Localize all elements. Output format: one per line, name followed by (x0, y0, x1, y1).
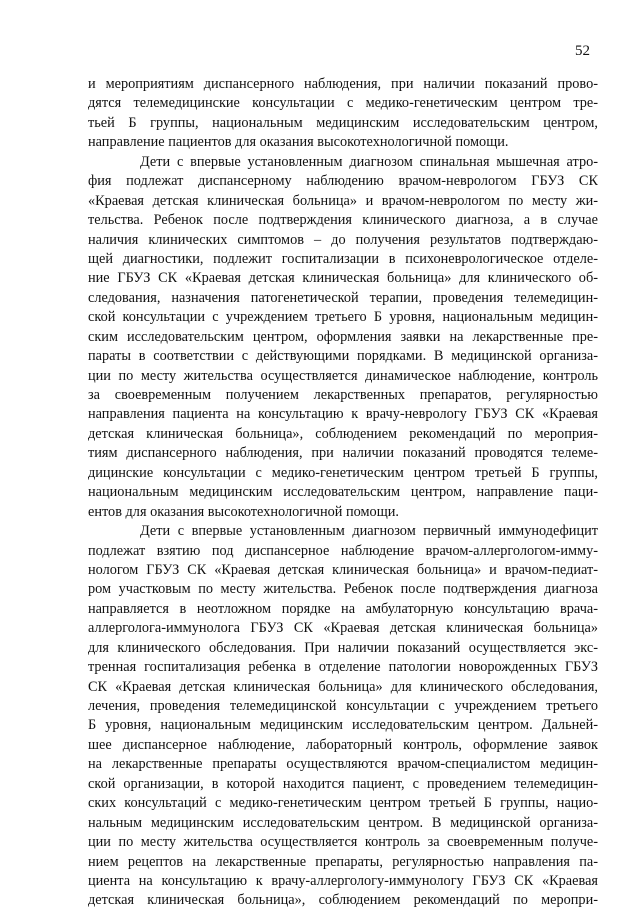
text-line: следования, назначения патогенетической терапии, проведения телемедицин- (88, 289, 598, 306)
text-line: ским исследовательским центром, оформления заявки на лекарственные пре- (88, 328, 598, 345)
text-line: нологом ГБУЗ СК «Краевая детская клиническая больница» и врачом-педиат- (88, 561, 598, 578)
text-line: ции по месту жительства осуществляется динамическое наблюдение, контроль (88, 367, 598, 384)
text-line: ских консультаций с медико-генетическим центром третьей Б группы, нацио- (88, 795, 598, 812)
text-line: ентов для оказания высокотехнологичной помощи. (88, 503, 399, 520)
text-line: национальным медицинским исследовательским центром, направление паци- (88, 484, 598, 501)
text-line: шее диспансерное наблюдение, лабораторный контроль, оформление заявок (88, 736, 598, 753)
text-line: ской консультации с учреждением третьего Б уровня, национальным медицин- (88, 309, 598, 326)
text-line: ром участковым по месту жительства. Ребенок после подтверждения диагноза (88, 581, 598, 598)
text-line: наличия клинических симптомов – до получения результатов подтверждаю- (88, 231, 598, 248)
text-line: на лекарственные препараты осуществляются врачом-специалистом медицин- (88, 756, 598, 773)
text-line: фия подлежат диспансерному наблюдению врачом-неврологом ГБУЗ СК (88, 173, 598, 190)
text-line: Дети с впервые установленным диагнозом первичный иммунодефицит (140, 523, 598, 540)
text-line: подлежат взятию под диспансерное наблюдение врачом-аллергологом-имму- (88, 542, 598, 559)
text-line: направление пациентов для оказания высокотехнологичной помощи. (88, 134, 509, 151)
text-line: Дети с впервые установленным диагнозом спинальная мышечная атро- (140, 153, 598, 170)
text-line: лечения, проведения телемедицинской консультации с учреждением третьего (88, 698, 598, 714)
text-line: тиям диспансерного наблюдения, при наличии показаний проводятся телеме- (88, 445, 598, 462)
text-line: ние ГБУЗ СК «Краевая детская клиническая больница» для клинического об- (88, 270, 598, 287)
text-line: и мероприятиям диспансерного наблюдения, при наличии показаний прово- (88, 76, 598, 92)
text-line: нальным медицинским исследовательским центром. В медицинской организа- (88, 814, 598, 831)
text-line: циента на консультацию к врачу-аллергологу-иммунологу ГБУЗ СК «Краевая (88, 872, 598, 889)
text-line: нием рецептов на лекарственные препараты, регулярностью направления па- (88, 853, 598, 870)
text-line: дицинские консультации с медико-генетическим центром третьей Б группы, (88, 464, 598, 481)
text-line: ции по месту жительства осуществляется контроль за своевременным получе- (88, 834, 598, 851)
page-number: 52 (575, 43, 590, 59)
text-line: детская клиническая больница», соблюдением рекомендаций по мероприя- (88, 425, 598, 442)
text-line: тельства. Ребенок после подтверждения клинического диагноза, а в случае (88, 212, 598, 229)
text-line: аллерголога-иммунолога ГБУЗ СК «Краевая детская клиническая больница» (88, 620, 598, 637)
text-line: направляется в неотложном порядке на амбулаторную консультацию врача- (88, 600, 598, 617)
text-line: для клинического обследования. При наличии показаний осуществляется экс- (88, 639, 598, 656)
text-line: СК «Краевая детская клиническая больница» для клинического обследования, (88, 678, 598, 695)
text-line: за своевременным получением лекарственных препаратов, регулярностью (88, 387, 598, 403)
text-line: направления пациента на консультацию к врачу-неврологу ГБУЗ СК «Краевая (88, 406, 598, 423)
text-line: тьей Б группы, национальным медицинским исследовательским центром, (88, 114, 598, 131)
body-text (88, 75, 598, 911)
text-line: дятся телемедицинские консультации с медико-генетическим центром тре- (88, 95, 598, 112)
text-line: Б уровня, национальным медицинским исследовательским центром. Дальней- (88, 717, 598, 734)
text-line: детская клиническая больница», соблюдением рекомендаций по меропри- (88, 892, 598, 909)
text-line: тренная госпитализация ребенка в отделение патологии новорожденных ГБУЗ (88, 659, 598, 676)
text-line: параты в соответствии с действующими порядками. В медицинской организа- (88, 348, 598, 365)
text-line: щей диагностики, подлежит госпитализации в психоневрологическое отделе- (88, 250, 598, 267)
text-line: ской организации, в которой находится пациент, с проведением телемедицин- (88, 775, 598, 792)
text-line: «Краевая детская клиническая больница» и врачом-неврологом по месту жи- (88, 192, 598, 209)
